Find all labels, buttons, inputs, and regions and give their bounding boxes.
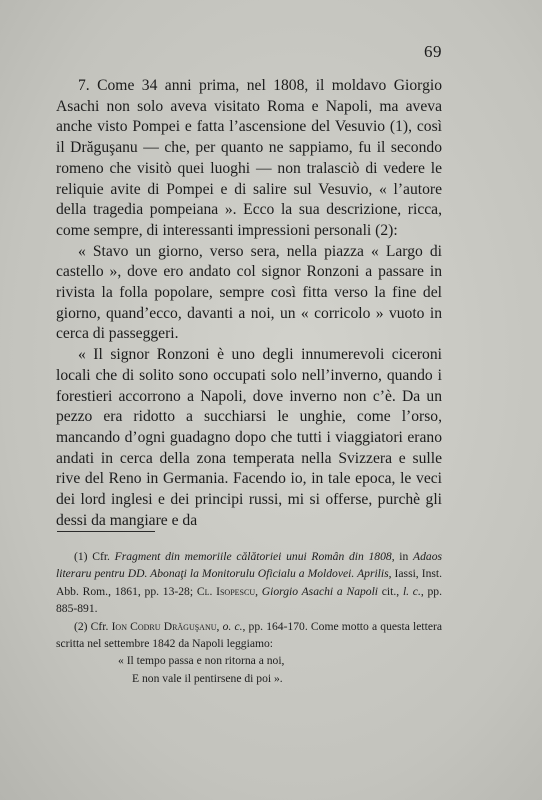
- footnote-2-text: ,: [216, 619, 223, 633]
- footnote-1-title: Fragment din memoriile călătoriei unui Român din 1808: [114, 550, 392, 563]
- paragraph-3: « Il signor Ronzoni è uno degli innumerevoli ciceroni locali che di solito sono occupati solo nell’inverno, quando i forestieri accorrono a Napoli, dove inverno non c’è. Da un pezzo era ridotto a succhiarsi le unghie, come l’orso, mancando d’ogni guadagno dopo che tutti i viaggiatori erano andati in cerca della zona temperata nella Svizzera e sulle rive del Reno in Germania. Facendo io, in tale epoca, le veci dei lord inglesi e dei principi russi, mi si offerse, purchè gli dessi da mangiare e da: [56, 346, 442, 529]
- footnote-1-marker: (1) Cfr.: [74, 550, 115, 563]
- footnote-1-text: , pp. 885-891.: [56, 584, 443, 616]
- footnote-1-author: Cl. Isopescu: [196, 584, 256, 598]
- footnote-2-loc: o. c.: [222, 619, 243, 633]
- footnote-2-author: Ion Codru Drăguşanu: [111, 619, 217, 633]
- footnote-1-text: cit.,: [378, 584, 403, 598]
- main-text: [56, 76, 442, 531]
- paragraph-2: « Stavo un giorno, verso sera, nella piazza « Largo di castello », dove ero andato col signor Ronzoni a passare in rivista la folla popolare, sempre così fitta verso la fine del giorno, quand’ecco, davanti a noi, un « corricolo » vuoto in cerca di passeggeri.: [56, 242, 442, 343]
- footnote-1-text: ,: [255, 584, 262, 598]
- page-number: 69: [424, 42, 442, 61]
- footnote-2: [56, 618, 442, 653]
- footnote-1: [56, 548, 442, 618]
- footnote-2-marker: (2) Cfr.: [74, 619, 112, 633]
- footnote-1-work: Giorgio Asachi a Napoli: [261, 584, 379, 598]
- footnote-1-loc: l. c.: [402, 584, 421, 598]
- footnote-2-text: , pp. 164-170. Come motto a questa lettera scritta nel settembre 1842 da Napoli leggiamo:: [56, 619, 443, 651]
- footnotes: [56, 548, 442, 687]
- footnote-separator: [57, 531, 155, 532]
- footnote-1-text: , in: [391, 550, 414, 563]
- footnote-1-journal: Adaos literaru pentru DD. Abonaţi la Monitorulu Oficialu a Moldovei. Aprilis: [56, 550, 443, 581]
- paragraph-1: 7. Come 34 anni prima, nel 1808, il moldavo Giorgio Asachi non solo aveva visitato Roma e Napoli, ma aveva anche visto Pompei e fatta l’ascensione del Vesuvio (1), così il Drăguşanu — che, per quanto ne sappiamo, fu il secondo romeno che visitò quei luoghi — non tralasciò di vedere le reliquie avite di Pompei e di salire sul Vesuvio, « l’autore della tragedia pompeiana ». Ecco la sua descrizione, ricca, come sempre, di interessanti impressioni personali (2):: [56, 77, 442, 239]
- verse-line-2: E non vale il pentirsene di poi ».: [132, 671, 283, 685]
- footnote-1-text: , Iassi, Inst. Abb. Rom., 1861, pp. 13-28;: [56, 567, 443, 598]
- verse-line-1: « Il tempo passa e non ritorna a noi,: [118, 654, 285, 668]
